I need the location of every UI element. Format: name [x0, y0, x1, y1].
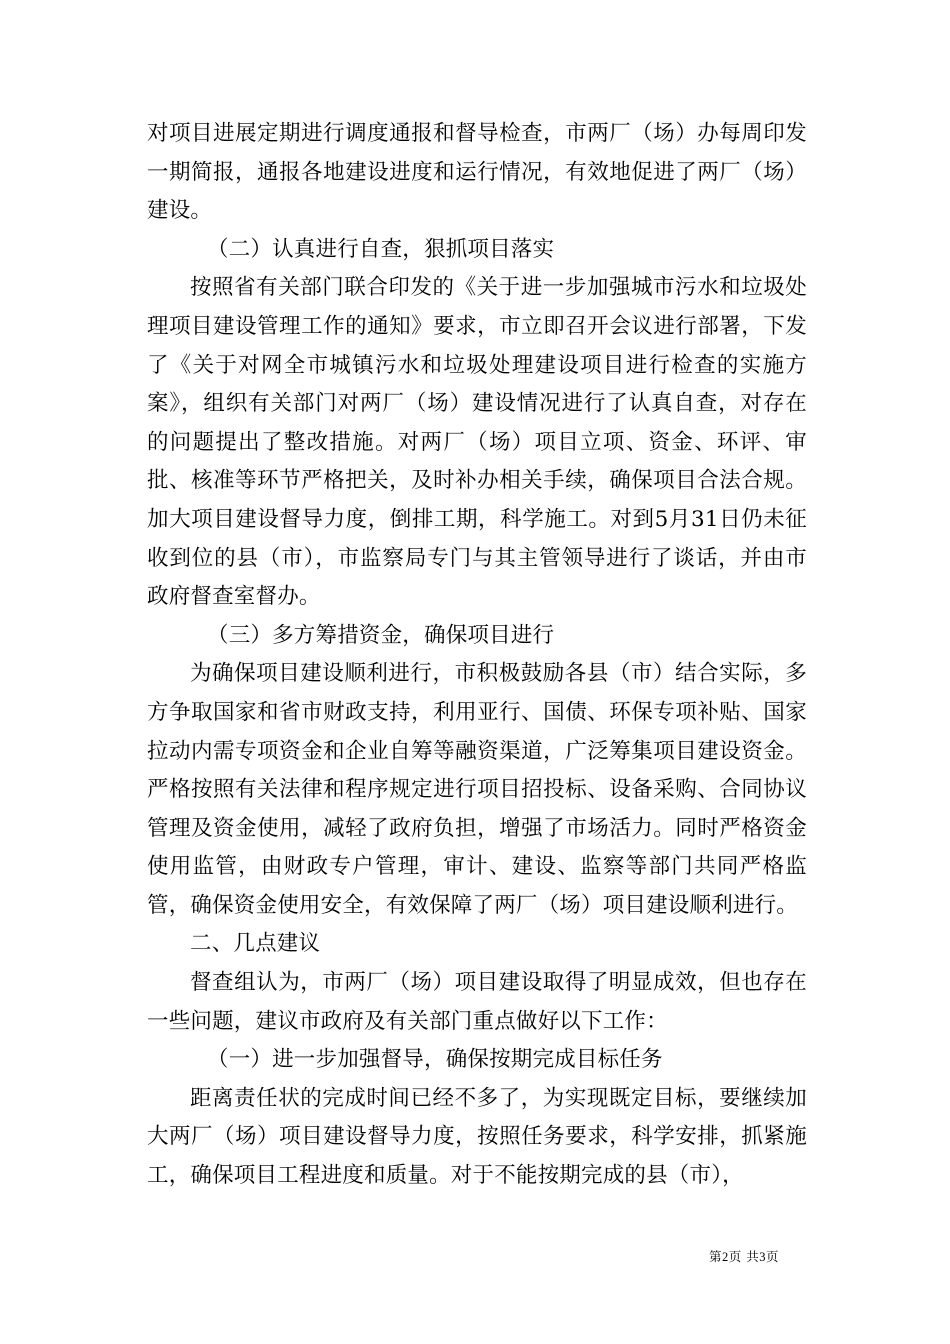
- footer-total-pages: 3: [759, 1250, 766, 1264]
- subheading-supervision: （一）进一步加强督导，确保按期完成目标任务: [207, 1047, 663, 1073]
- page-footer: [709, 1249, 779, 1265]
- paragraph-supervision: 距离责任状的完成时间已经不多了，为实现既定目标，要继续加大两厂（场）项目建设督导力度，按照任务要求，科学安排，抓紧施工，确保项目工程进度和质量。对于不能按期完成的县（市），: [147, 1085, 807, 1189]
- paragraph-suggestions-intro: 督查组认为，市两厂（场）项目建设取得了明显成效，但也存在一些问题，建议市政府及有关部门重点做好以下工作：: [147, 970, 807, 1034]
- footer-current-page: 2: [722, 1250, 729, 1264]
- section-heading-suggestions: 二、几点建议: [190, 931, 321, 957]
- paragraph-funding: 为确保项目建设顺利进行，市积极鼓励各县（市）结合实际，多方争取国家和省市财政支持，利用亚行、国债、环保专项补贴、国家拉动内需专项资金和企业自筹等融资渠道，广泛筹集项目建设资金。严格按照有关法律和程序规定进行项目招投标、设备采购、合同协议管理及资金使用，减轻了政府负担，增强了市场活力。同时严格资金使用监管，由财政专户管理，审计、建设、监察等部门共同严格监管，确保资金使用安全，有效保障了两厂（场）项目建设顺利进行。: [147, 661, 807, 918]
- paragraph-continuation: 对项目进展定期进行调度通报和督导检查，市两厂（场）办每周印发一期简报，通报各地建设进度和运行情况，有效地促进了两厂（场）建设。: [147, 121, 807, 224]
- subheading-self-inspection: （二）认真进行自查，狠抓项目落实: [207, 236, 555, 262]
- subheading-funding: （三）多方筹措资金，确保项目进行: [207, 622, 555, 648]
- document-body: [147, 115, 807, 1196]
- footer-suffix: 页: [766, 1249, 780, 1264]
- paragraph-self-inspection: 按照省有关部门联合印发的《关于进一步加强城市污水和垃圾处理项目建设管理工作的通知》要求，市立即召开会议进行部署，下发了《关于对网全市城镇污水和垃圾处理建设项目进行检查的实施方案》，组织有关部门对两厂（场）建设情况进行了认真自查，对存在的问题提出了整改措施。对两厂（场）项目立项、资金、环评、审批、核准等环节严格把关，及时补办相关手续，确保项目合法合规。加大项目建设督导力度，倒排工期，科学施工。对到5月31日仍未征收到位的县（市），市监察局专门与其主管领导进行了谈话，并由市政府督查室督办。: [147, 275, 807, 610]
- footer-middle: 页 共: [728, 1249, 760, 1264]
- footer-prefix: 第: [709, 1249, 723, 1264]
